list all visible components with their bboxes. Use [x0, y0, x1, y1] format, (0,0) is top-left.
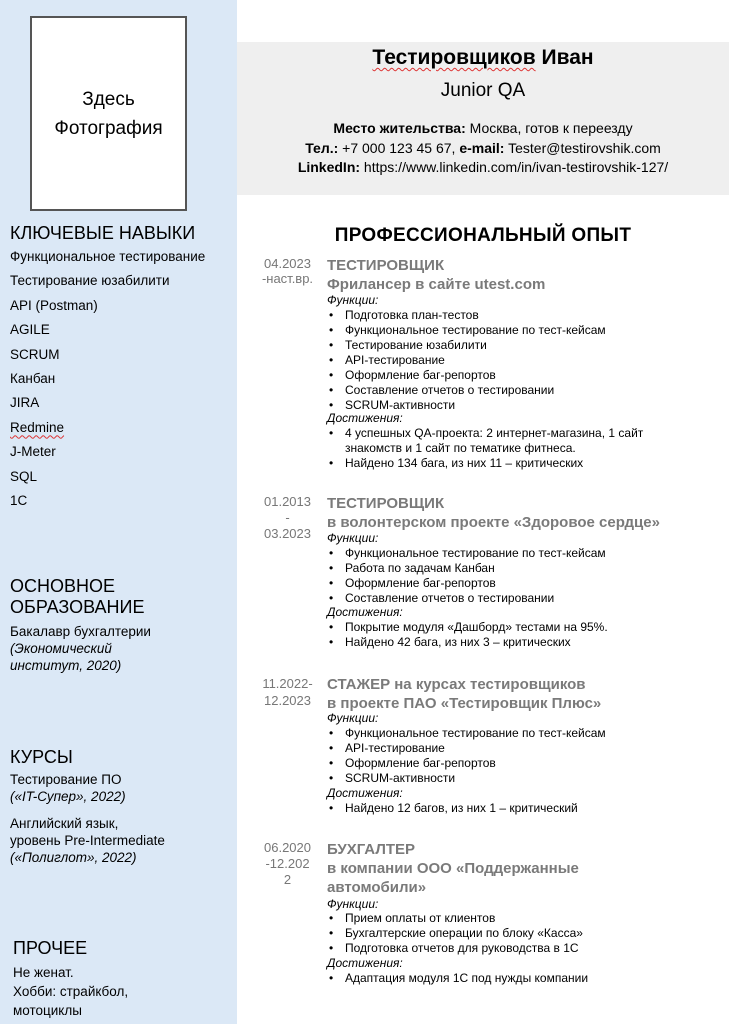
- residence-line: [237, 118, 729, 138]
- candidate-role: Junior QA: [440, 80, 526, 101]
- email-label: e-mail:: [459, 140, 505, 156]
- job-2-title: [327, 494, 660, 532]
- job-1-functions: [327, 308, 717, 413]
- list-item: • Оформление баг-репортов: [327, 368, 717, 383]
- job-1-achievements-label: Достижения:: [327, 411, 403, 425]
- photo-text-2: Фотография: [54, 117, 163, 139]
- experience-heading: ПРОФЕССИОНАЛЬНЫЙ ОПЫТ: [334, 225, 632, 246]
- job-title-line: в проекте ПАО «Тестировщик Плюс»: [327, 695, 602, 712]
- course-1: [10, 771, 126, 805]
- job-1-achievements: [327, 426, 687, 471]
- period-line: 11.2022-: [262, 676, 313, 691]
- list-item: • Подготовка план-тестов: [327, 308, 717, 323]
- skill-item: API (Postman): [10, 297, 98, 313]
- job-title-line: автомобили»: [327, 879, 427, 896]
- education-info: [10, 623, 151, 674]
- job-1-title: [327, 256, 545, 294]
- job-4-achievements: [327, 971, 717, 986]
- list-item: • SCRUM-активности: [327, 398, 717, 413]
- list-item: • Найдено 134 бага, из них 11 – критических: [327, 456, 687, 471]
- course-2-line-2: уровень Pre-Intermediate: [10, 833, 165, 848]
- list-item: • 4 успешных QA-проекта: 2 интернет-магазина, 1 сайт знакомств и 1 сайт по тематике фитнеса.: [327, 426, 687, 456]
- skill-item: Тестирование юзабилити: [10, 273, 170, 289]
- education-heading: [10, 576, 144, 618]
- list-item: • Функциональное тестирование по тест-кейсам: [327, 726, 717, 741]
- list-item: • Функциональное тестирование по тест-кейсам: [327, 546, 717, 561]
- other-line-3: мотоциклы: [13, 1003, 82, 1018]
- job-2-functions-label: Функции:: [327, 531, 379, 545]
- period-line: -: [285, 510, 290, 525]
- skill-item: Redmine: [10, 419, 65, 435]
- list-item: • Работа по задачам Канбан: [327, 561, 717, 576]
- linkedin-label: LinkedIn:: [297, 159, 361, 175]
- skill-item: Канбан: [10, 370, 56, 386]
- education-heading-2: ОБРАЗОВАНИЕ: [10, 597, 145, 617]
- list-item: • Найдено 42 бага, из них 3 – критических: [327, 635, 717, 650]
- list-item: • API-тестирование: [327, 741, 717, 756]
- other-heading: ПРОЧЕЕ: [13, 938, 88, 958]
- list-item: • Бухгалтерские операции по блоку «Касса»: [327, 926, 717, 941]
- linkedin-line: [237, 157, 729, 177]
- course-2: [10, 815, 165, 866]
- job-2-period: [250, 494, 325, 542]
- list-item: • API-тестирование: [327, 353, 717, 368]
- education-school-1: (Экономический: [10, 641, 112, 656]
- job-3-functions: [327, 726, 717, 786]
- period-line: -12.202: [265, 856, 310, 871]
- skill-item: Функциональное тестирование: [10, 249, 206, 264]
- list-item: • Оформление баг-репортов: [327, 756, 717, 771]
- candidate-name: [237, 46, 729, 70]
- phone-email-line: [237, 138, 729, 158]
- other-line-1: Не женат.: [13, 965, 74, 980]
- skill-item: JIRA: [10, 395, 40, 411]
- list-item: • Оформление баг-репортов: [327, 576, 717, 591]
- skill-item: J-Meter: [10, 444, 56, 460]
- course-1-org: («IT-Супер», 2022): [10, 789, 126, 804]
- list-item: • SCRUM-активности: [327, 771, 717, 786]
- phone-value: +7 000 123 45 67,: [338, 140, 460, 156]
- residence-label: Место жительства:: [333, 120, 466, 136]
- email-value: Tester@testirovshik.com: [504, 140, 661, 156]
- period-line: 12.2023: [264, 693, 311, 708]
- period-line: 06.2020: [264, 840, 311, 855]
- phone-label: Тел.:: [305, 140, 339, 156]
- job-title-line: в волонтерском проекте «Здоровое сердце»: [327, 514, 660, 531]
- job-1-period: [250, 256, 325, 286]
- name-surname: Тестировщиков: [372, 46, 536, 69]
- job-4-functions: [327, 911, 717, 956]
- job-2-achievements-label: Достижения:: [327, 605, 403, 619]
- other-line-2: Хобби: страйкбол,: [13, 984, 129, 999]
- list-item: • Покрытие модуля «Дашборд» тестами на 95%.: [327, 620, 717, 635]
- list-item: • Адаптация модуля 1С под нужды компании: [327, 971, 717, 986]
- list-item: • Прием оплаты от клиентов: [327, 911, 717, 926]
- job-3-title: [327, 675, 601, 713]
- education-school-2: институт, 2020): [10, 658, 122, 673]
- other-info: [13, 963, 128, 1020]
- job-3-achievements: [327, 801, 717, 816]
- skill-item: SQL: [10, 468, 38, 484]
- job-4-title: [327, 840, 579, 897]
- list-item: • Функциональное тестирование по тест-кейсам: [327, 323, 717, 338]
- period-line: 03.2023: [264, 526, 311, 541]
- job-title-line: БУХГАЛТЕР: [327, 841, 416, 858]
- job-4-achievements-label: Достижения:: [327, 956, 403, 970]
- education-degree: Бакалавр бухгалтерии: [10, 624, 151, 639]
- skills-heading: КЛЮЧЕВЫЕ НАВЫКИ: [10, 223, 196, 243]
- list-item: • Составление отчетов о тестировании: [327, 383, 717, 398]
- job-2-achievements: [327, 620, 717, 650]
- name-first: Иван: [535, 46, 594, 69]
- job-1-functions-label: Функции:: [327, 293, 379, 307]
- job-title-line: СТАЖЕР на курсах тестировщиков: [327, 676, 586, 693]
- course-2-org: («Полиглот», 2022): [10, 850, 137, 865]
- residence-value: Москва, готов к переезду: [465, 120, 633, 136]
- job-4-functions-label: Функции:: [327, 897, 379, 911]
- list-item: • Составление отчетов о тестировании: [327, 591, 717, 606]
- job-title-line: ТЕСТИРОВЩИК: [327, 495, 445, 512]
- period-line: 2: [283, 872, 292, 887]
- job-4-period: [250, 840, 325, 888]
- job-title-line: в компании ООО «Поддержанные: [327, 860, 579, 877]
- education-heading-1: ОСНОВНОЕ: [10, 576, 116, 596]
- skills-list: [10, 245, 205, 513]
- period-line: 01.2013: [264, 494, 311, 509]
- photo-text-1: Здесь: [82, 88, 135, 110]
- skill-item: 1С: [10, 492, 28, 508]
- photo-placeholder: [30, 16, 187, 211]
- course-2-line-1: Английский язык,: [10, 816, 119, 831]
- linkedin-value: https://www.linkedin.com/in/ivan-testirovshik-127/: [360, 159, 669, 175]
- job-title-line: Фрилансер в сайте utest.com: [327, 276, 546, 293]
- job-3-period: [250, 675, 325, 709]
- skill-item: SCRUM: [10, 346, 60, 362]
- list-item: • Подготовка отчетов для руководства в 1С: [327, 941, 717, 956]
- list-item: • Тестирование юзабилити: [327, 338, 717, 353]
- job-3-achievements-label: Достижения:: [327, 786, 403, 800]
- job-title-line: ТЕСТИРОВЩИК: [327, 257, 445, 274]
- course-1-name: Тестирование ПО: [10, 772, 122, 787]
- job-3-functions-label: Функции:: [327, 711, 379, 725]
- list-item: • Найдено 12 багов, из них 1 – критический: [327, 801, 717, 816]
- courses-heading: КУРСЫ: [10, 747, 73, 767]
- job-2-functions: [327, 546, 717, 606]
- skill-item: AGILE: [10, 322, 50, 338]
- period-line: -наст.вр.: [261, 271, 314, 286]
- period-line: 04.2023: [264, 256, 311, 271]
